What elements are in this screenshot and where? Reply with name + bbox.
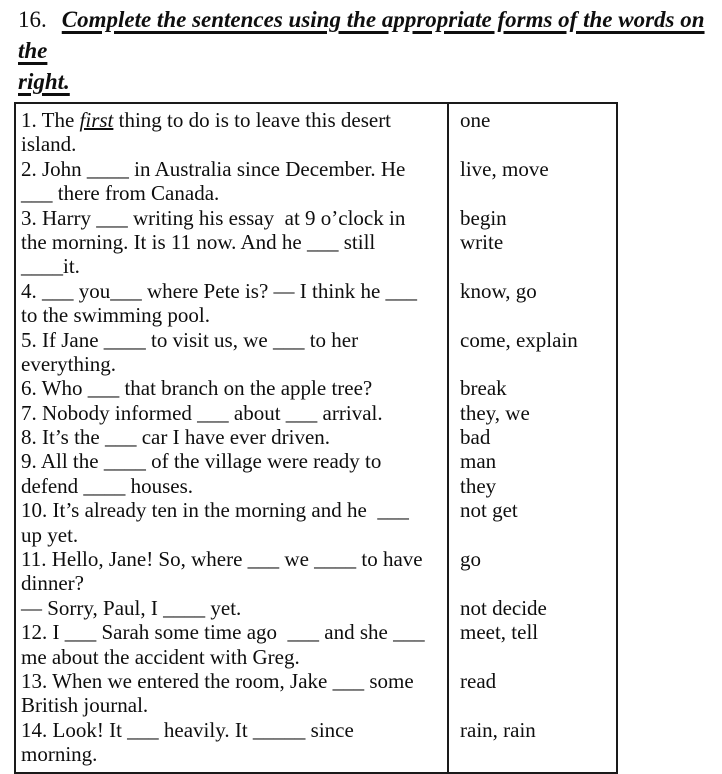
- sentence-line: 10. It’s already ten in the morning and he ___: [21, 498, 409, 523]
- hint-word-line: go: [460, 547, 481, 572]
- hint-word-line: break: [460, 376, 507, 401]
- sentence-line: up yet.: [21, 522, 79, 547]
- sentence-line: 12. I ___ Sarah some time ago ___ and she ___: [21, 620, 425, 645]
- hint-words-cell: [448, 103, 617, 157]
- sentence-line: defend ____ houses.: [21, 473, 194, 498]
- hint-word-line: not get: [460, 498, 518, 523]
- text-segment: thing to do is to leave this desert: [113, 108, 392, 132]
- hint-word-line: man: [460, 449, 497, 474]
- hint-words-cell: [448, 498, 617, 547]
- hint-words-cell: [448, 718, 617, 773]
- sentence-cell: [15, 328, 448, 377]
- hint-word-line: come, explain: [460, 327, 578, 352]
- sentence-line: ___ there from Canada.: [21, 181, 220, 206]
- sentence-line: British journal.: [21, 693, 149, 718]
- sentence-line: to the swimming pool.: [21, 303, 210, 328]
- hint-words-cell: [448, 328, 617, 377]
- hint-word-line: bad: [460, 425, 491, 450]
- hint-word-line: they, we: [460, 400, 530, 425]
- sentence-line: 11. Hello, Jane! So, where ___ we ____ to have: [21, 547, 423, 572]
- sentence-cell: [15, 425, 448, 449]
- hint-word-line: meet, tell: [460, 620, 539, 645]
- hint-word-line: know, go: [460, 278, 537, 303]
- hint-words-cell: [448, 449, 617, 498]
- sentence-cell: [15, 718, 448, 773]
- table-row: [15, 206, 617, 279]
- sentence-line: [21, 108, 445, 132]
- sentence-cell: [15, 401, 448, 425]
- sentence-line: 6. Who ___ that branch on the apple tree?: [21, 376, 373, 401]
- sentence-line: 5. If Jane ____ to visit us, we ___ to her: [21, 327, 359, 352]
- sentence-line: 14. Look! It ___ heavily. It _____ since: [21, 717, 354, 742]
- sentence-cell: [15, 206, 448, 279]
- hint-words-cell: [448, 547, 617, 596]
- hint-words-cell: [448, 669, 617, 718]
- hint-words-cell: [448, 206, 617, 279]
- sentence-cell: [15, 279, 448, 328]
- sentence-line: 13. When we entered the room, Jake ___ some: [21, 668, 414, 693]
- sentence-cell: [15, 669, 448, 718]
- hint-words-cell: [448, 425, 617, 449]
- hint-word-line: live, move: [460, 156, 549, 181]
- table-row: [15, 279, 617, 328]
- sentence-line: 2. John ____ in Australia since December. He: [21, 156, 406, 181]
- sentence-line: everything.: [21, 351, 117, 376]
- instruction-line-1: [18, 4, 708, 66]
- sentence-line: ____it.: [21, 254, 80, 279]
- sentence-line: 8. It’s the ___ car I have ever driven.: [21, 425, 331, 450]
- table-row: [15, 449, 617, 498]
- exercise-table: [14, 102, 618, 774]
- sentence-line: me about the accident with Greg.: [21, 644, 300, 669]
- instruction-line-2: [18, 66, 708, 97]
- hint-word-line: they: [460, 473, 497, 498]
- sentence-line: 4. ___ you___ where Pete is? — I think he ___: [21, 278, 418, 303]
- sentence-cell: [15, 547, 448, 596]
- exercise-number: 16.: [18, 7, 47, 32]
- hint-word-line: begin: [460, 205, 507, 230]
- sentence-line: 7. Nobody informed ___ about ___ arrival.: [21, 400, 383, 425]
- table-row: [15, 620, 617, 669]
- table-row: [15, 498, 617, 547]
- sentence-cell: [15, 620, 448, 669]
- table-row: [15, 157, 617, 206]
- sentence-line: dinner?: [21, 571, 84, 596]
- instruction-text-part1: Complete the sentences using the appropriate forms of the words on the: [18, 7, 705, 63]
- hint-word-line: read: [460, 668, 497, 693]
- sentence-line: morning.: [21, 742, 98, 767]
- table-row: [15, 669, 617, 718]
- text-segment: 1. The: [21, 108, 80, 132]
- hint-words-cell: [448, 401, 617, 425]
- table-row: [15, 718, 617, 773]
- table-row: [15, 401, 617, 425]
- sentence-line: 3. Harry ___ writing his essay at 9 o’clock in: [21, 205, 406, 230]
- sentence-cell: [15, 449, 448, 498]
- sentence-cell: [15, 157, 448, 206]
- instruction-heading: [18, 4, 708, 97]
- hint-word-line: one: [460, 108, 491, 132]
- exercise-table-body: [15, 103, 617, 773]
- hint-word-line: not decide: [460, 595, 547, 620]
- hint-word-line: rain, rain: [460, 717, 536, 742]
- table-row: [15, 376, 617, 400]
- sentence-cell: [15, 376, 448, 400]
- table-row: [15, 103, 617, 157]
- table-row: [15, 328, 617, 377]
- sentence-line: island.: [21, 132, 77, 157]
- hint-words-cell: [448, 157, 617, 206]
- hint-words-cell: [448, 596, 617, 620]
- hint-words-cell: [448, 620, 617, 669]
- instruction-text-part2: right.: [18, 69, 70, 94]
- table-row: [15, 425, 617, 449]
- sentence-cell: [15, 498, 448, 547]
- table-row: [15, 547, 617, 596]
- sentence-cell: [15, 103, 448, 157]
- table-row: [15, 596, 617, 620]
- hint-words-cell: [448, 279, 617, 328]
- sentence-line: the morning. It is 11 now. And he ___ still: [21, 229, 376, 254]
- sentence-line: — Sorry, Paul, I ____ yet.: [21, 595, 242, 620]
- emphasized-word: first: [79, 108, 114, 132]
- sentence-line: 9. All the ____ of the village were ready to: [21, 449, 382, 474]
- sentence-cell: [15, 596, 448, 620]
- hint-word-line: write: [460, 229, 504, 254]
- hint-words-cell: [448, 376, 617, 400]
